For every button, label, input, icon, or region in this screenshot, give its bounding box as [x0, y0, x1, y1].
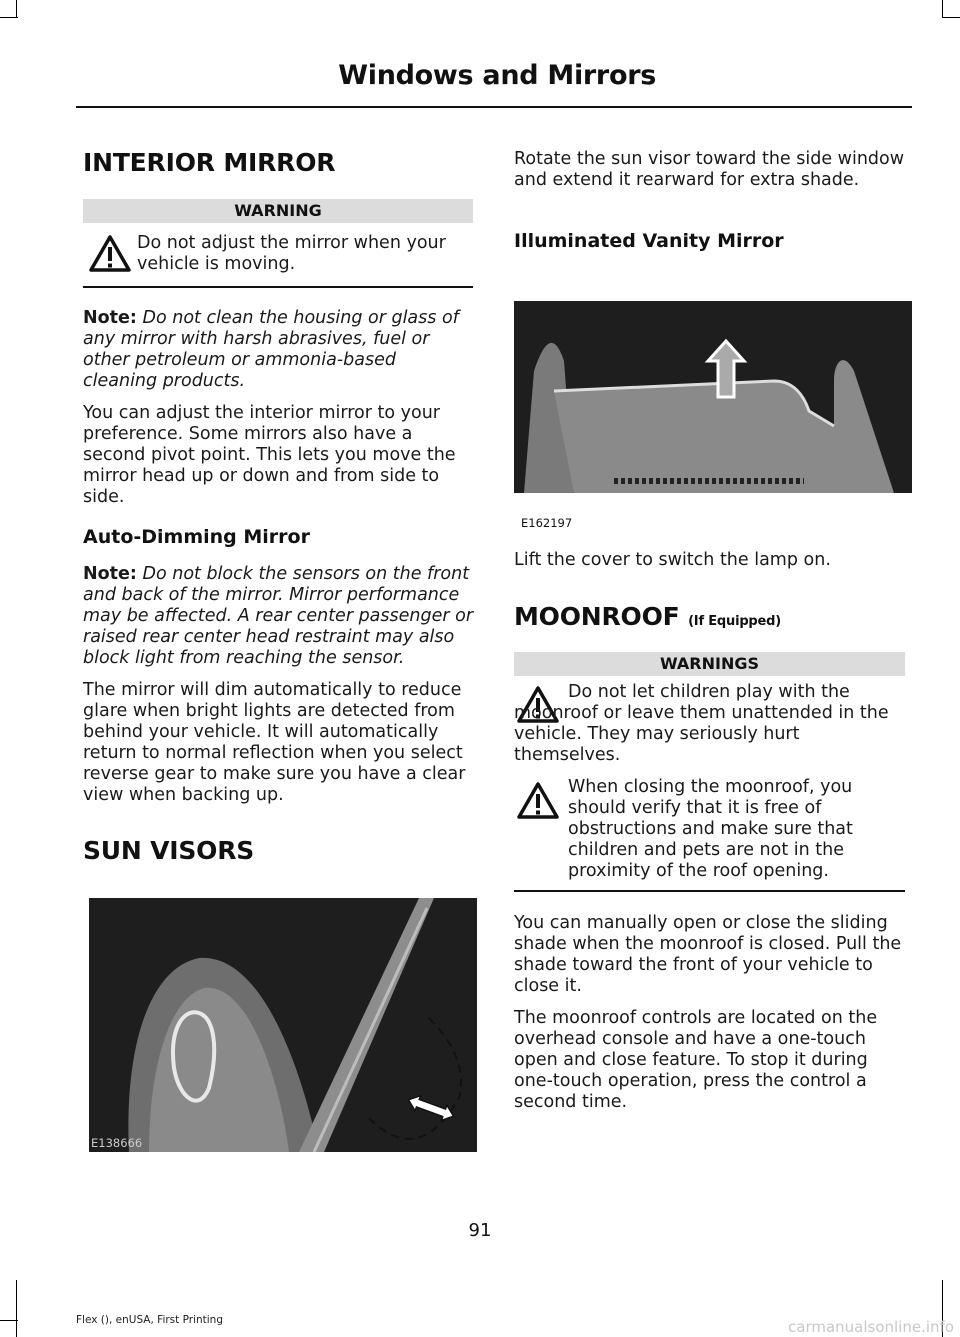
heading-moonroof — [514, 602, 781, 631]
note-text: Do not clean the housing or glass of any mirror with harsh abrasives, fuel or other petroleum or ammonia-based cleaning products. — [83, 308, 459, 391]
warning-text-2: When closing the moonroof, you should verify that it is free of obstructions and make sure that children and pets are not in the proximity of the roof opening. — [568, 777, 853, 881]
body-paragraph: Rotate the sun visor toward the side window and extend it rearward for extra shade. — [514, 149, 905, 190]
body-paragraph: The mirror will dim automatically to reduce glare when bright lights are detected from behind your vehicle. It will automatically return to normal reflection when you select reverse gear to make sure you have a clear view when backing up. — [83, 680, 466, 805]
heading-interior-mirror: INTERIOR MIRROR — [83, 148, 336, 177]
note-paragraph — [83, 308, 475, 392]
heading-auto-dimming: Auto-Dimming Mirror — [83, 526, 310, 548]
header-divider — [76, 106, 912, 108]
vanity-mirror-illustration — [514, 301, 912, 493]
sun-visor-drawing — [89, 898, 477, 1152]
body-paragraph: You can manually open or close the sliding shade when the moonroof is closed. Pull the shade toward the front of your vehicle to close it. — [514, 913, 902, 996]
note-label: Note: — [83, 308, 137, 328]
body-paragraph: The moonroof controls are located on the overhead console and have a one-touch open and close feature. To stop it during one-touch operation, press the control a second time. — [514, 1008, 878, 1112]
page-header-title: Windows and Mirrors — [338, 60, 656, 91]
moonroof-heading-text: MOONROOF — [514, 602, 680, 631]
footer-edition: Flex (), enUSA, First Printing — [76, 1314, 223, 1326]
figure-code: E162197 — [521, 516, 573, 530]
note-text: Do not block the sensors on the front and back of the mirror. Mirror performance may be affected. A rear center passenger or raised rear center head restraint may also block light from reaching the sensor. — [83, 564, 474, 668]
warning-text — [514, 777, 907, 882]
warning-text-1: Do not let children play with the moonroof or leave them unattended in the vehicle. They may seriously hurt themselves. — [514, 682, 889, 765]
sun-visor-illustration — [89, 898, 477, 1152]
body-paragraph: You can adjust the interior mirror to your preference. Some mirrors also have a second pivot point. This lets you move the mirror head up or down and from side to side. — [83, 403, 456, 507]
vanity-mirror-drawing — [514, 301, 912, 493]
crop-mark — [0, 17, 18, 18]
warning-rule — [83, 286, 473, 288]
note-paragraph — [83, 564, 475, 669]
crop-mark — [16, 1280, 17, 1337]
figure-code: E138666 — [91, 1136, 143, 1150]
crop-mark — [942, 17, 960, 18]
warning-rule — [514, 890, 905, 892]
crop-mark — [942, 0, 943, 18]
body-paragraph: Lift the cover to switch the lamp on. — [514, 550, 831, 570]
note-label: Note: — [83, 564, 137, 584]
page-number: 91 — [468, 1220, 492, 1241]
heading-vanity-mirror: Illuminated Vanity Mirror — [514, 230, 784, 252]
warning-bar: WARNING — [83, 199, 473, 223]
warning-triangle-icon — [88, 234, 132, 274]
warning-text — [514, 682, 907, 766]
crop-mark — [16, 0, 17, 18]
warning-text: Do not adjust the mirror when your vehicle is moving. — [137, 233, 446, 274]
crop-mark — [0, 1320, 18, 1321]
warnings-bar: WARNINGS — [514, 652, 905, 676]
moonroof-heading-suffix: (If Equipped) — [688, 614, 781, 629]
watermark: carmanualsonline.info — [788, 1318, 954, 1336]
heading-sun-visors: SUN VISORS — [83, 836, 255, 865]
